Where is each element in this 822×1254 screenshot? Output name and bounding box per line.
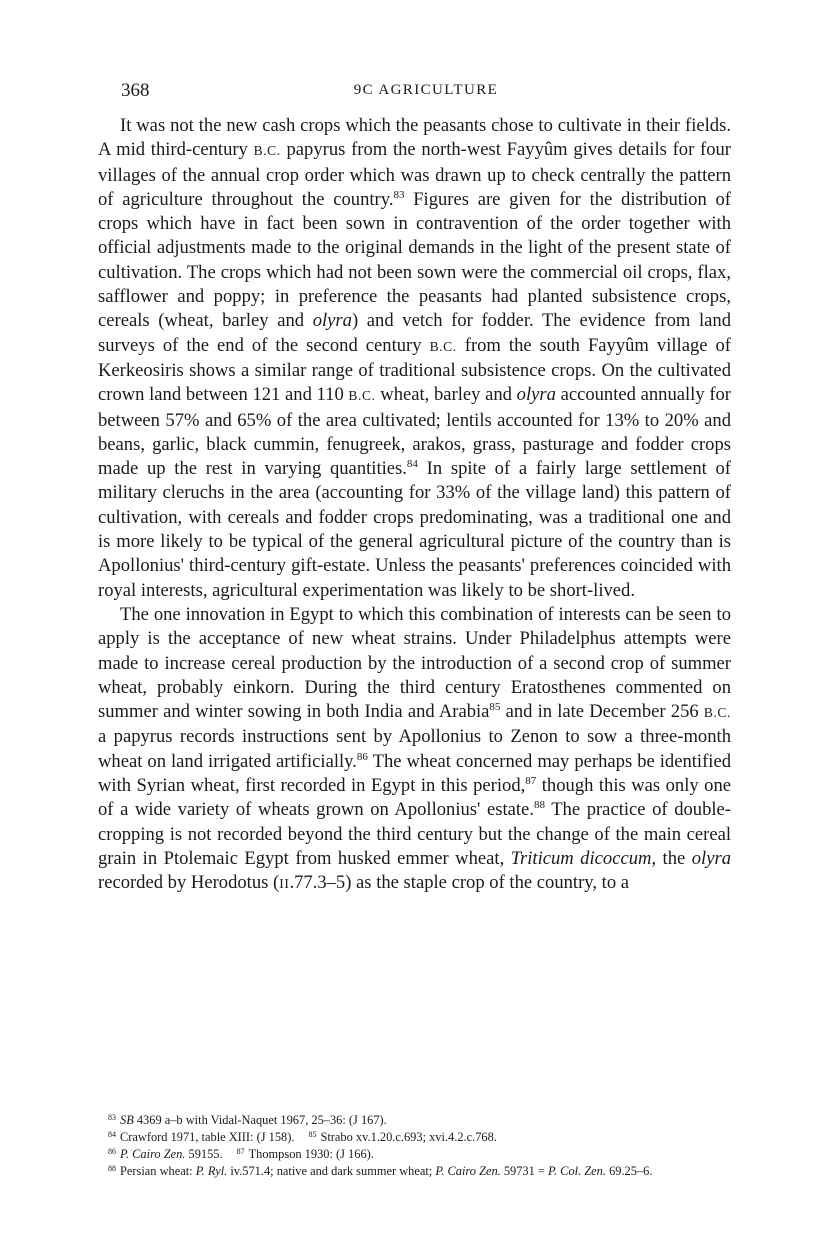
footnote-text: 69.25–6. xyxy=(605,1164,653,1178)
text-run: Figures are given for the distribution of crops which have in fact been sown in contravention of the order together with official adjustments made to the original demands in the light of the present state of cultivation. The crops which had not been sown were the commercial oil crops, flax, safflower and poppy; in preference the peasants had planted subsistence crops, cereals (wheat, barley and xyxy=(98,188,731,332)
text-run: accounted annually for between 57% and 65% of the area cultivated; lentils accounted for 13% to 20% and beans, garlic, black cummin, fenugreek, arakos, grass, pasturage and fodder crops made up the rest in varying quantities. xyxy=(98,384,732,480)
text-run: The wheat concerned may perhaps be identified with Syrian wheat, first recorded in Egypt in this period, xyxy=(98,750,732,797)
footnote-text: Persian wheat: xyxy=(120,1164,196,1178)
paragraph xyxy=(98,114,731,603)
text-run: recorded by Herodotus ( xyxy=(98,872,280,894)
text-run: from the south Fayyûm village of Kerkeosiris shows a similar range of traditional subsistence crops. On the cultivated crown land between 121 and 110 xyxy=(98,334,731,406)
footnote-italic: P. Ryl. xyxy=(195,1164,228,1178)
footnote-ref[interactable]: 84 xyxy=(406,458,418,471)
footnote-88 xyxy=(98,1163,731,1180)
text-run: ) and vetch for fodder. The evidence from land surveys of the end of the second century xyxy=(98,310,731,356)
footnote-ref[interactable]: 83 xyxy=(393,188,405,201)
text-run: , the xyxy=(651,847,692,869)
era-abbrev: B.C. xyxy=(253,143,281,159)
paragraph xyxy=(98,603,731,897)
footnote-86-87 xyxy=(98,1146,731,1163)
text-run: The practice of double-cropping is not recorded beyond the third century but the change of the main cereal grain in Ptolemaic Egypt from husked emmer wheat, xyxy=(98,799,731,869)
footnote-text: iv.571.4; native and dark summer wheat; xyxy=(227,1164,436,1178)
footnote-number: 88 xyxy=(108,1164,116,1173)
footnote-number: 85 xyxy=(308,1130,317,1139)
footnote-ref[interactable]: 88 xyxy=(533,799,545,812)
italic-term: olyra xyxy=(516,384,556,406)
italic-term: olyra xyxy=(691,847,731,869)
era-abbrev: B.C. xyxy=(703,705,731,721)
era-abbrev: B.C. xyxy=(348,388,376,404)
text-run: It was not the new cash crops which the peasants chose to cultivate in their fields. A mid third-century xyxy=(98,115,731,161)
footnote-text: 59731 = xyxy=(500,1164,549,1178)
footnote-number: 87 xyxy=(236,1147,245,1156)
text-run: In spite of a fairly large settlement of military cleruchs in the area (accounting for 33% of the village land) this pattern of cultivation, with cereals and fodder crops predominating, was a traditional one and is more likely to be typical of the general agricultural picture of the country than is Apollonius' third-century gift-estate. Unless the peasants' preferences coincided with royal interests, agricultural experimentation was likely to be short-lived. xyxy=(98,458,731,601)
footnote-ref[interactable]: 86 xyxy=(356,750,368,763)
footnote-ref[interactable]: 87 xyxy=(525,775,537,788)
text-run: a papyrus records instructions sent by Apollonius to Zenon to sow a three-month wheat on land irrigated artificially. xyxy=(98,726,731,772)
italic-term: olyra xyxy=(312,310,352,332)
page-number: 368 xyxy=(121,80,150,101)
text-run: wheat, barley and xyxy=(375,384,517,406)
footnote-ref[interactable]: 85 xyxy=(489,701,501,714)
footnote-84-85 xyxy=(98,1129,731,1146)
footnote-text: 59155. xyxy=(185,1147,223,1161)
body-text xyxy=(98,114,731,897)
footnotes xyxy=(98,1112,731,1180)
footnote-italic: P. Cairo Zen. xyxy=(435,1164,501,1178)
roman-numeral: II xyxy=(279,876,290,892)
text-run: .77.3–5) as the staple crop of the country, to a xyxy=(289,872,630,894)
text-run: and in late December 256 xyxy=(500,701,704,723)
footnote-text: Strabo xv.1.20.c.693; xvi.4.2.c.768. xyxy=(320,1130,497,1144)
italic-term: Triticum dicoccum xyxy=(510,847,652,869)
footnote-number: 86 xyxy=(108,1147,116,1156)
footnote-italic: P. Col. Zen. xyxy=(548,1164,606,1178)
footnote-italic: SB xyxy=(120,1113,134,1127)
footnote-italic: P. Cairo Zen. xyxy=(120,1147,186,1161)
running-head xyxy=(121,80,731,106)
footnote-number: 83 xyxy=(108,1113,116,1122)
footnote-text: 4369 a–b with Vidal-Naquet 1967, 25–36: (J 167). xyxy=(133,1113,387,1127)
text-run: papyrus from the north-west Fayyûm gives details for four villages of the annual crop order which was drawn up to check centrally the pattern of agriculture throughout the country. xyxy=(98,139,731,210)
footnote-83 xyxy=(98,1112,731,1129)
era-abbrev: B.C. xyxy=(429,338,457,354)
text-run: though this was only one of a wide variety of wheats grown on Apollonius' estate. xyxy=(98,775,731,821)
footnote-number: 84 xyxy=(108,1130,116,1139)
text-run: The one innovation in Egypt to which this combination of interests can be seen to apply is the acceptance of new wheat strains. Under Philadelphus attempts were made to increase cereal production by the introduction of a second crop of summer wheat, probably einkorn. During the third century Eratosthenes commented on summer and winter sowing in both India and Arabia xyxy=(98,603,731,723)
footnote-text: Crawford 1971, table XIII: (J 158). xyxy=(120,1130,295,1144)
running-title: 9C AGRICULTURE xyxy=(353,82,499,98)
footnote-text: Thompson 1930: (J 166). xyxy=(248,1147,374,1161)
